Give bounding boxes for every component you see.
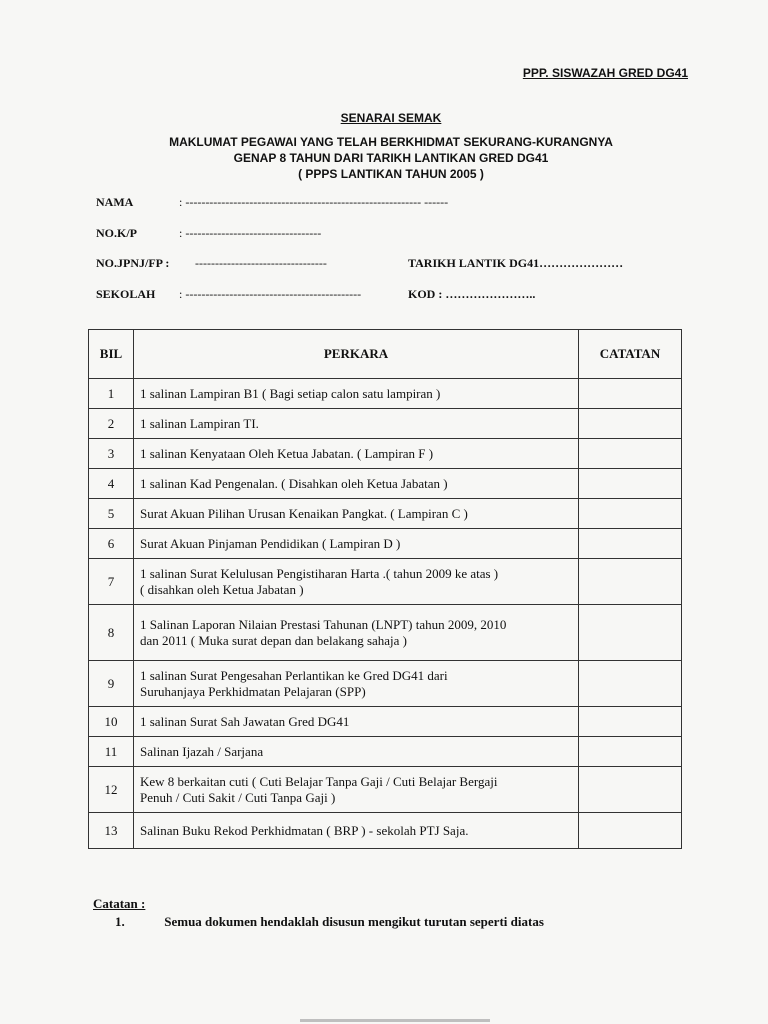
row-perkara <box>134 379 579 409</box>
perkara-line: Kew 8 berkaitan cuti ( Cuti Belajar Tanpa Gaji / Cuti Belajar Bergaji <box>140 773 498 789</box>
perkara-line: dan 2011 ( Muka surat depan dan belakang sahaja ) <box>140 632 408 648</box>
table-row <box>89 737 682 767</box>
row-bil: 7 <box>89 559 134 605</box>
header-catatan: CATATAN <box>579 330 682 379</box>
row-catatan-cell[interactable] <box>579 813 682 849</box>
row-catatan-cell[interactable] <box>579 605 682 661</box>
row-bil: 6 <box>89 529 134 559</box>
table-row <box>89 813 682 849</box>
row-bil: 10 <box>89 707 134 737</box>
row-catatan-cell[interactable] <box>579 661 682 707</box>
table-body <box>89 379 682 849</box>
row-catatan-cell[interactable] <box>579 529 682 559</box>
row-catatan-cell[interactable] <box>579 559 682 605</box>
perkara-line: 1 salinan Surat Pengesahan Perlantikan ke Gred DG41 dari <box>140 667 448 683</box>
sekolah-field <box>96 287 361 302</box>
table-row <box>89 605 682 661</box>
row-catatan-cell[interactable] <box>579 499 682 529</box>
row-bil: 12 <box>89 767 134 813</box>
row-bil: 1 <box>89 379 134 409</box>
header-perkara: PERKARA <box>134 330 579 379</box>
perkara-line: ( disahkan oleh Ketua Jabatan ) <box>140 581 304 597</box>
page-title: SENARAI SEMAK <box>340 111 442 125</box>
scan-edge-mark <box>300 1019 490 1022</box>
note-item <box>115 914 544 930</box>
subtitle-line-3: ( PPPS LANTIKAN TAHUN 2005 ) <box>298 167 484 181</box>
perkara-line: Penuh / Cuti Sakit / Cuti Tanpa Gaji ) <box>140 789 336 805</box>
row-bil: 3 <box>89 439 134 469</box>
document-code: PPP. SISWAZAH GRED DG41 <box>522 66 688 80</box>
table-row <box>89 529 682 559</box>
perkara-line: Surat Akuan Pilihan Urusan Kenaikan Pangkat. ( Lampiran C ) <box>140 505 468 521</box>
kod-label[interactable]: KOD : ………………….. <box>408 287 536 301</box>
row-catatan-cell[interactable] <box>579 737 682 767</box>
row-perkara <box>134 499 579 529</box>
header-bil: BIL <box>89 330 134 379</box>
nokp-field <box>96 226 321 241</box>
perkara-line: Surat Akuan Pinjaman Pendidikan ( Lampiran D ) <box>140 535 401 551</box>
note-number: 1. <box>115 914 125 929</box>
row-catatan-cell[interactable] <box>579 379 682 409</box>
notes-heading: Catatan : <box>93 896 146 911</box>
perkara-line: 1 salinan Lampiran B1 ( Bagi setiap calon satu lampiran ) <box>140 385 441 401</box>
row-perkara <box>134 737 579 767</box>
checklist-table <box>88 329 682 849</box>
subtitle-line-2: GENAP 8 TAHUN DARI TARIKH LANTIKAN GRED DG41 <box>233 151 549 165</box>
nama-value[interactable]: : ----------------------------------------------------------- ------ <box>179 195 449 209</box>
table-row <box>89 469 682 499</box>
perkara-line: 1 salinan Surat Sah Jawatan Gred DG41 <box>140 713 350 729</box>
notes-section <box>93 896 544 930</box>
row-bil: 13 <box>89 813 134 849</box>
row-perkara <box>134 469 579 499</box>
table-row <box>89 409 682 439</box>
perkara-line: 1 salinan Surat Kelulusan Pengistiharan Harta .( tahun 2009 ke atas ) <box>140 565 499 581</box>
title-block <box>96 110 686 182</box>
sekolah-value[interactable]: : -------------------------------------------- <box>179 287 362 301</box>
table-header-row <box>89 330 682 379</box>
row-perkara <box>134 813 579 849</box>
perkara-line: 1 salinan Kenyataan Oleh Ketua Jabatan. ( Lampiran F ) <box>140 445 434 461</box>
row-perkara <box>134 605 579 661</box>
perkara-line: 1 salinan Kad Pengenalan. ( Disahkan oleh Ketua Jabatan ) <box>140 475 448 491</box>
row-catatan-cell[interactable] <box>579 439 682 469</box>
nojpnj-value[interactable]: --------------------------------- <box>195 256 327 270</box>
nojpnj-label: NO.JPNJ/FP : <box>96 256 170 270</box>
row-bil: 8 <box>89 605 134 661</box>
perkara-line: Salinan Buku Rekod Perkhidmatan ( BRP ) - sekolah PTJ Saja. <box>140 822 469 838</box>
perkara-line: Salinan Ijazah / Sarjana <box>140 743 264 759</box>
row-bil: 4 <box>89 469 134 499</box>
sekolah-label: SEKOLAH <box>96 287 156 301</box>
perkara-line: 1 Salinan Laporan Nilaian Prestasi Tahunan (LNPT) tahun 2009, 2010 <box>140 616 507 632</box>
row-bil: 9 <box>89 661 134 707</box>
note-text: Semua dokumen hendaklah disusun mengikut turutan seperti diatas <box>164 914 544 929</box>
table-row <box>89 707 682 737</box>
table-row <box>89 661 682 707</box>
tarikh-lantik-label[interactable]: TARIKH LANTIK DG41………………… <box>408 256 624 270</box>
table-row <box>89 379 682 409</box>
subtitle-line-1: MAKLUMAT PEGAWAI YANG TELAH BERKHIDMAT SEKURANG-KURANGNYA <box>169 135 613 149</box>
row-catatan-cell[interactable] <box>579 707 682 737</box>
kod-field <box>408 287 535 302</box>
nokp-label: NO.K/P <box>96 226 137 240</box>
nojpnj-field <box>96 256 327 271</box>
table-row <box>89 439 682 469</box>
table-row <box>89 559 682 605</box>
row-perkara <box>134 707 579 737</box>
nama-field <box>96 195 448 210</box>
perkara-line: Suruhanjaya Perkhidmatan Pelajaran (SPP) <box>140 683 366 699</box>
perkara-line: 1 salinan Lampiran TI. <box>140 415 259 431</box>
row-bil: 2 <box>89 409 134 439</box>
tarikh-lantik-field <box>408 256 623 271</box>
row-perkara <box>134 439 579 469</box>
row-bil: 5 <box>89 499 134 529</box>
row-catatan-cell[interactable] <box>579 767 682 813</box>
table-row <box>89 499 682 529</box>
row-catatan-cell[interactable] <box>579 409 682 439</box>
row-perkara <box>134 559 579 605</box>
nama-label: NAMA <box>96 195 134 209</box>
row-perkara <box>134 767 579 813</box>
row-perkara <box>134 661 579 707</box>
row-perkara <box>134 409 579 439</box>
row-bil: 11 <box>89 737 134 767</box>
table-row <box>89 767 682 813</box>
row-perkara <box>134 529 579 559</box>
row-catatan-cell[interactable] <box>579 469 682 499</box>
nokp-value[interactable]: : ---------------------------------- <box>179 226 322 240</box>
